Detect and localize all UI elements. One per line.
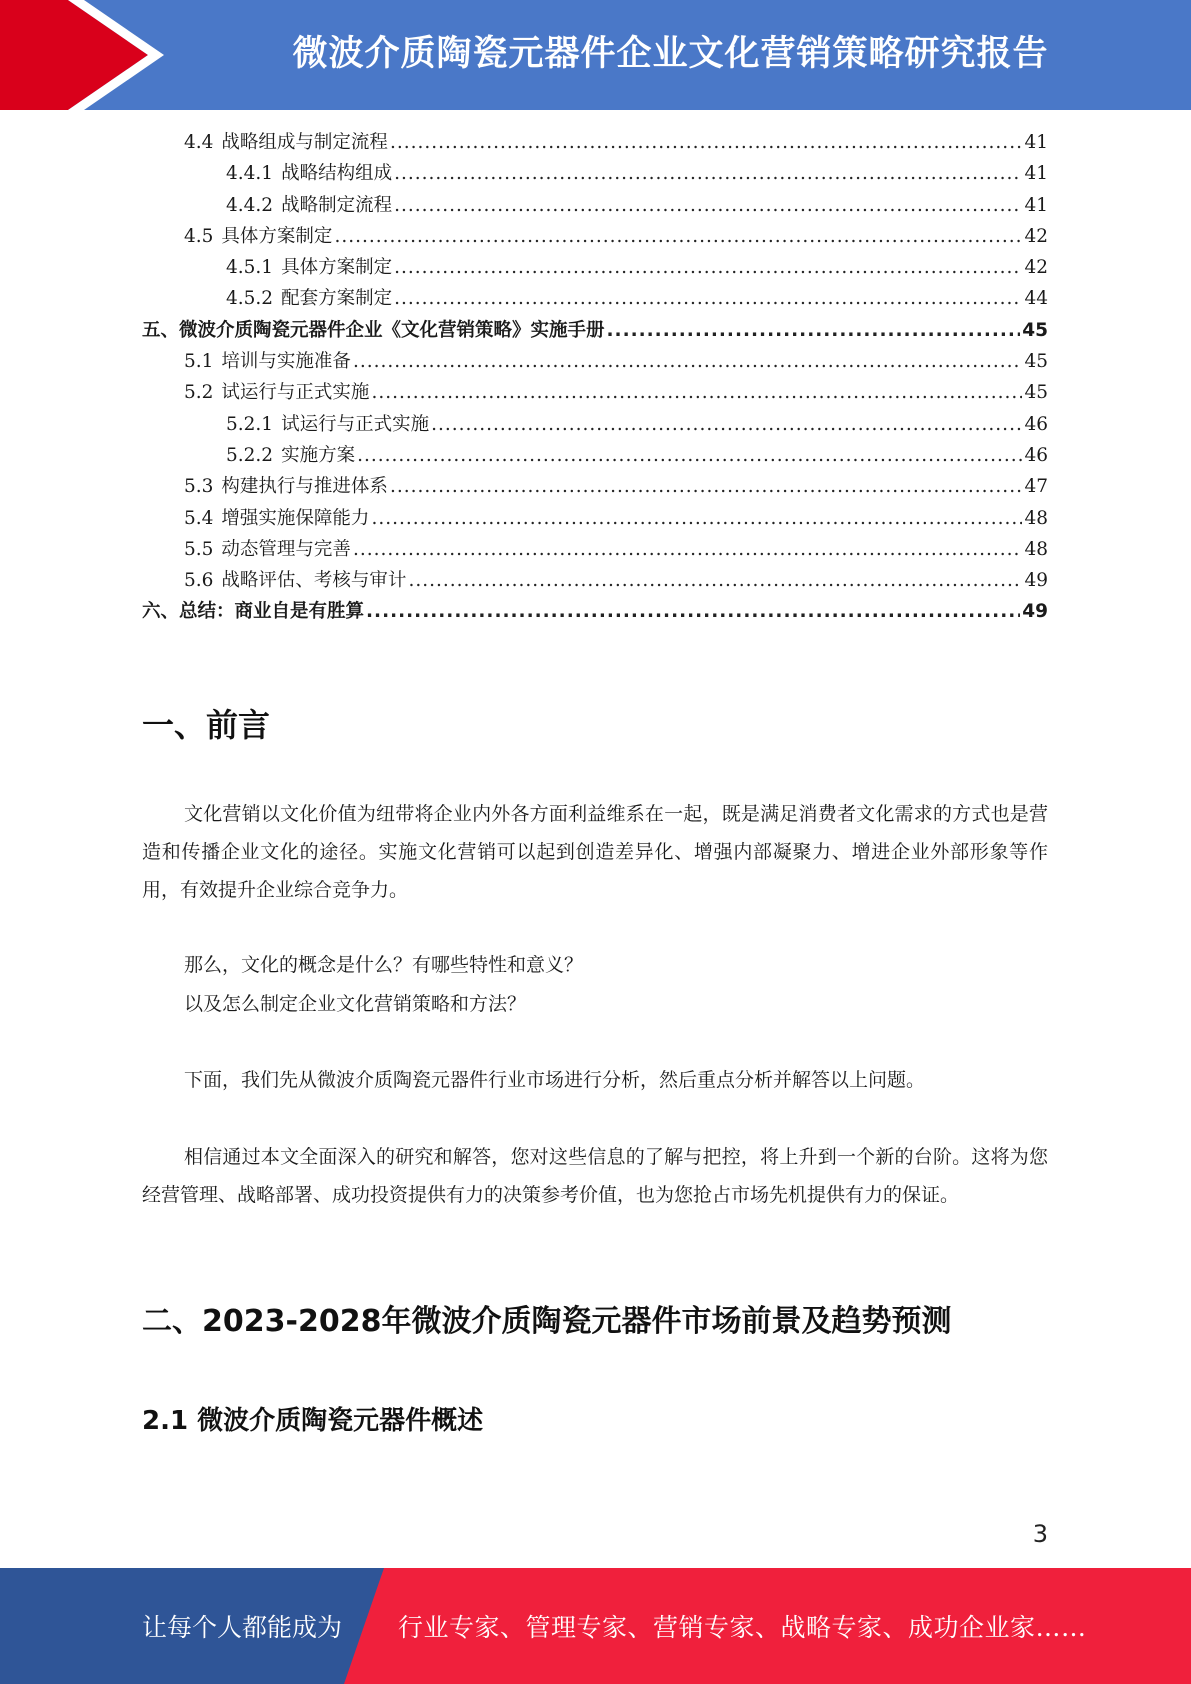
toc-entry-page: 46	[1024, 444, 1048, 466]
toc-entry-number: 4.4.1	[226, 163, 274, 185]
toc-entry-title: 实施方案	[281, 444, 356, 466]
toc-entry-title: 培训与实施准备	[221, 351, 351, 373]
preface-question-1: 那么，文化的概念是什么？有哪些特性和意义？	[184, 954, 584, 976]
toc-entry-number: 5.3	[184, 476, 214, 498]
toc-leader-dots	[371, 382, 1022, 403]
toc-entry-number: 5.6	[184, 570, 214, 592]
toc-entry-title: 战略制定流程	[281, 194, 393, 216]
toc-leader-dots	[353, 351, 1023, 372]
subsection-heading-overview: 2.1 微波介质陶瓷元器件概述	[142, 1406, 484, 1436]
toc-entry-page: 49	[1022, 601, 1048, 623]
toc-entry-number: 4.5	[184, 225, 214, 247]
toc-leader-dots	[371, 508, 1022, 529]
toc-entry[interactable]	[142, 191, 1048, 222]
toc-entry-page: 42	[1024, 257, 1048, 279]
toc-entry-page: 49	[1024, 570, 1048, 592]
toc-entry-page: 45	[1024, 351, 1048, 373]
toc-leader-dots	[408, 570, 1022, 591]
toc-entry-title: 构建执行与推进体系	[221, 476, 388, 498]
toc-entry-title: 战略评估、考核与审计	[221, 570, 407, 592]
toc-leader-dots	[394, 257, 1022, 278]
toc-leader-dots	[334, 226, 1022, 247]
toc-leader-dots	[390, 132, 1023, 153]
toc-leader-dots	[366, 601, 1020, 622]
table-of-contents	[142, 128, 1048, 629]
toc-entry[interactable]	[142, 472, 1048, 503]
toc-entry-page: 46	[1024, 413, 1048, 435]
toc-entry-title: 动态管理与完善	[221, 538, 351, 560]
toc-entry-page: 47	[1024, 476, 1048, 498]
toc-entry[interactable]	[142, 159, 1048, 190]
toc-entry[interactable]	[142, 253, 1048, 284]
toc-entry-number: 5.2.2	[226, 444, 274, 466]
toc-entry-title: 战略结构组成	[281, 163, 393, 185]
toc-entry-number: 5.2.1	[226, 413, 274, 435]
toc-entry[interactable]	[142, 504, 1048, 535]
toc-entry-title: 试运行与正式实施	[281, 413, 430, 435]
toc-entry-number: 5.5	[184, 538, 214, 560]
toc-entry-number: 4.5.2	[226, 288, 274, 310]
toc-entry-number: 5.1	[184, 351, 214, 373]
toc-entry-title: 试运行与正式实施	[221, 382, 370, 404]
toc-entry[interactable]	[142, 128, 1048, 159]
toc-entry-number: 5.2	[184, 382, 214, 404]
toc-entry[interactable]	[142, 441, 1048, 472]
toc-entry[interactable]	[142, 597, 1048, 628]
toc-leader-dots	[394, 195, 1022, 216]
toc-leader-dots	[394, 163, 1022, 184]
footer-slogan-right: 行业专家、管理专家、营销专家、战略专家、成功企业家……	[398, 1613, 1087, 1642]
toc-entry-title: 六、总结：商业自是有胜算	[142, 601, 365, 623]
toc-entry[interactable]	[142, 316, 1048, 347]
page-number: 3	[1032, 1520, 1048, 1548]
page-footer	[0, 1568, 1191, 1684]
toc-entry[interactable]	[142, 222, 1048, 253]
toc-entry[interactable]	[142, 378, 1048, 409]
page-header	[0, 0, 1191, 110]
toc-entry-number: 4.4	[184, 132, 214, 153]
toc-entry-title: 增强实施保障能力	[221, 507, 370, 529]
toc-entry-number: 5.4	[184, 507, 214, 529]
toc-entry-title: 配套方案制定	[281, 288, 393, 310]
toc-entry-page: 44	[1024, 288, 1048, 310]
toc-entry-page: 45	[1024, 382, 1048, 404]
toc-entry-page: 41	[1024, 194, 1048, 216]
toc-leader-dots	[607, 320, 1021, 341]
preface-question-2: 以及怎么制定企业文化营销策略和方法？	[184, 993, 527, 1015]
preface-paragraph-2: 下面，我们先从微波介质陶瓷元器件行业市场进行分析，然后重点分析并解答以上问题。	[184, 1069, 926, 1091]
toc-entry-title: 具体方案制定	[281, 257, 393, 279]
toc-leader-dots	[390, 476, 1023, 497]
preface-paragraph-3: 相信通过本文全面深入的研究和解答，您对这些信息的了解与把控，将上升到一个新的台阶。这将为您经营管理、战略部署、成功投资提供有力的决策参考价值，也为您抢占市场先机提供有力的保证。	[142, 1146, 1048, 1206]
toc-entry-page: 41	[1024, 163, 1048, 185]
toc-leader-dots	[357, 445, 1022, 466]
toc-entry-page: 41	[1024, 132, 1048, 153]
toc-leader-dots	[353, 539, 1023, 560]
toc-entry[interactable]	[142, 566, 1048, 597]
toc-entry-title: 战略组成与制定流程	[221, 132, 388, 153]
toc-leader-dots	[394, 288, 1022, 309]
toc-entry[interactable]	[142, 347, 1048, 378]
toc-entry[interactable]	[142, 284, 1048, 315]
toc-entry[interactable]	[142, 410, 1048, 441]
preface-paragraph-1: 文化营销以文化价值为纽带将企业内外各方面利益维系在一起，既是满足消费者文化需求的方式也是营造和传播企业文化的途径。实施文化营销可以起到创造差异化、增强内部凝聚力、增进企业外部形象等作用，有效提升企业综合竞争力。	[142, 803, 1048, 901]
toc-entry-number: 4.5.1	[226, 257, 274, 279]
toc-entry-title: 具体方案制定	[221, 225, 333, 247]
toc-entry-page: 45	[1022, 319, 1048, 341]
footer-slogan-left: 让每个人都能成为	[142, 1613, 343, 1642]
toc-leader-dots	[431, 414, 1022, 435]
section-heading-preface: 一、前言	[142, 706, 271, 744]
toc-entry-title: 五、微波介质陶瓷元器件企业《文化营销策略》实施手册	[142, 319, 605, 341]
toc-entry[interactable]	[142, 535, 1048, 566]
toc-entry-page: 48	[1024, 538, 1048, 560]
toc-entry-number: 4.4.2	[226, 194, 274, 216]
section-heading-market: 二、2023-2028年微波介质陶瓷元器件市场前景及趋势预测	[142, 1304, 952, 1339]
toc-entry-page: 42	[1024, 225, 1048, 247]
header-title: 微波介质陶瓷元器件企业文化营销策略研究报告	[292, 34, 1049, 74]
toc-entry-page: 48	[1024, 507, 1048, 529]
